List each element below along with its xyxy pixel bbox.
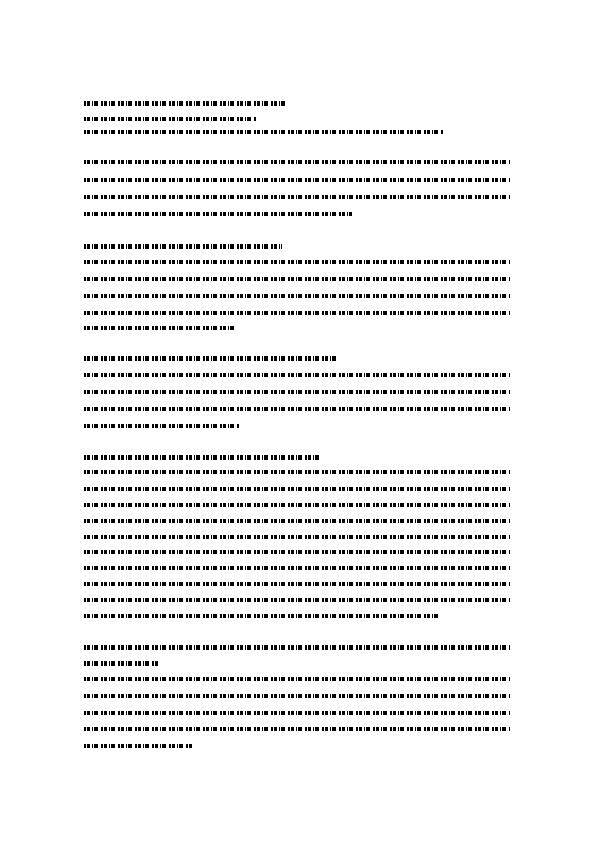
text-line: [84, 744, 192, 748]
text-line: [84, 160, 510, 164]
text-line: [84, 424, 240, 428]
section-heading: [84, 244, 282, 249]
text-line: [84, 614, 440, 618]
text-line: [84, 195, 510, 199]
section-heading: [84, 661, 160, 666]
section-heading: [84, 455, 321, 460]
text-line: [84, 326, 234, 330]
text-line: [84, 535, 510, 539]
section-heading: [84, 645, 510, 650]
section-heading: [84, 356, 339, 361]
text-line: [84, 566, 510, 570]
text-line: [84, 727, 510, 731]
text-line: [84, 178, 510, 182]
text-line: [84, 677, 510, 681]
text-line: [84, 470, 510, 474]
text-line: [84, 277, 510, 281]
text-line: [84, 390, 510, 394]
text-line: [84, 260, 510, 264]
text-line: [84, 294, 510, 298]
text-line: [84, 519, 510, 523]
text-line: [84, 503, 510, 507]
header-line: [84, 117, 257, 121]
text-line: [84, 487, 510, 491]
text-line: [84, 598, 510, 602]
text-line: [84, 694, 510, 698]
text-line: [84, 212, 352, 216]
text-line: [84, 711, 510, 715]
text-line: [84, 373, 510, 377]
header-line: [84, 101, 288, 106]
text-line: [84, 582, 510, 586]
text-line: [84, 407, 510, 411]
text-line: [84, 550, 510, 554]
text-line: [84, 311, 510, 315]
header-line: [84, 130, 444, 134]
